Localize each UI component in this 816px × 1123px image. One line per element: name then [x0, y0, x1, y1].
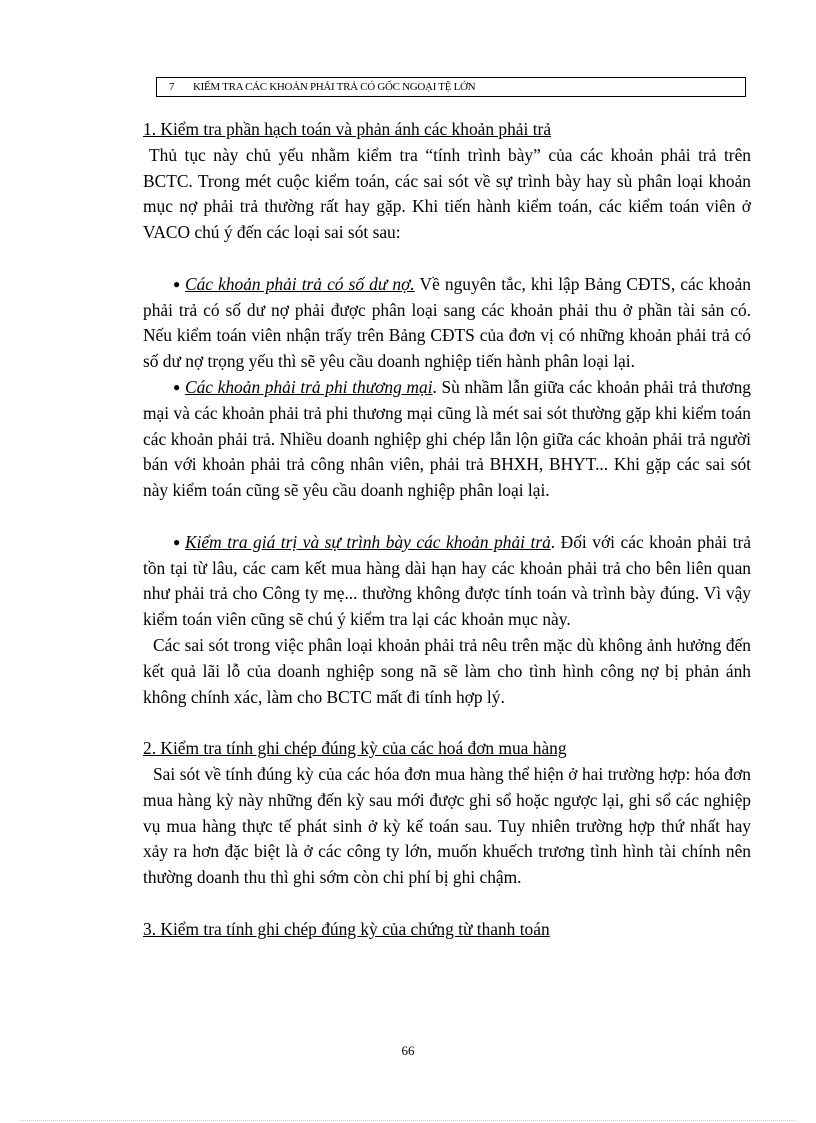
chapter-header-box — [156, 77, 746, 97]
bullet-text: Về nguyên tắc, khi lập Bảng CĐTS, các khoản phải trả có số dư nợ phải được phân loại sang các khoản phải thu ở phần tài sản có. Nếu kiểm toán viên nhận trấy trên Bảng CĐTS của đơn vị có những khoản phải trả có số dư nợ trọng yếu thì sẽ yêu cầu doanh nghiệp tiến hành phân loại lại. — [143, 273, 752, 372]
bullet-text: . Sù nhầm lẫn giữa các khoản phải trả thương mại và các khoản phải trả phi thương mại cũng là mét sai sót thường gặp khi kiểm toán các khoản phải trả. Nhiều doanh nghiệp ghi chép lẫn lộn giữa các khoản phải trả người bán với khoản phải trả công nhân viên, phải trả BHXH, BHYT... Khi gặp các sai sót này kiểm toán cũng sẽ yêu cầu doanh nghiệp phân loại lại. — [143, 376, 751, 501]
paragraph-gap — [143, 504, 751, 530]
page-number: 66 — [401, 1043, 415, 1058]
bullet-item — [143, 375, 751, 504]
bullet-text: . Đối với các khoản phải trả tồn tại từ lâu, các cam kết mua hàng dài hạn hay các khoản phải trả cho bên liên quan như phải trả cho Công ty mẹ... thường không được tính toán và trình bày đúng. Vì vậy kiểm toán viên cũng sẽ chú ý kiểm tra lại các khoản mục này. — [143, 531, 751, 630]
bullet-lead: Kiểm tra giá trị và sự trình bày các khoản phải trả — [185, 531, 551, 552]
section-1-heading: 1. Kiểm tra phần hạch toán và phản ánh các khoản phải trả — [143, 119, 552, 139]
chapter-number: 7 — [169, 81, 175, 93]
paragraph-gap — [143, 710, 751, 736]
bullet-item — [143, 272, 751, 375]
bullet-icon: ● — [173, 379, 181, 394]
paragraph-gap — [143, 246, 751, 272]
bullet-lead: Các khoản phải trả phi thương mại — [185, 376, 433, 397]
bullet-icon: ● — [173, 276, 181, 291]
bullet-lead: Các khoản phải trả có số dư nợ. — [185, 273, 415, 294]
section-3-heading: 3. Kiểm tra tính ghi chép đúng kỳ của chứng từ thanh toán — [143, 918, 550, 939]
bullet-icon: ● — [173, 534, 181, 549]
section-2-heading: 2. Kiểm tra tính ghi chép đúng kỳ của các hoá đơn mua hàng — [143, 738, 567, 759]
document-body — [143, 117, 751, 943]
section-1-intro: Thủ tục này chủ yếu nhằm kiểm tra “tính trình bày” của các khoản phải trả trên BCTC. Trong mét cuộc kiểm toán, các sai sót về sự trình bày hay sù phân loại khoản mục nợ phải trả thường rất hay gặp. Khi tiến hành kiểm toán, các kiểm toán viên ở VACO chú ý đến các loại sai sót sau: — [143, 144, 751, 243]
section-2-body: Sai sót về tính đúng kỳ của các hóa đơn mua hàng thể hiện ở hai trường hợp: hóa đơn mua hàng kỳ này những đến kỳ sau mới được ghi sổ hoặc ngược lại, ghi sổ các nghiệp vụ mua hàng thực tế phát sinh ở kỳ kế toán sau. Tuy nhiên trường hợp thứ nhất hay xảy ra hơn đặc biệt là ở các công ty lớn, muốn khuếch trương tình hình tài chính nên thường doanh thu thì ghi sớm còn chi phí bị ghi chậm. — [143, 763, 751, 888]
chapter-title: KIỂM TRA CÁC KHOẢN PHẢI TRẢ CÓ GỐC NGOẠI TỆ LỚN — [193, 81, 476, 93]
page-bottom-divider — [20, 1120, 796, 1121]
paragraph-gap — [143, 891, 751, 917]
section-1-closing: Các sai sót trong việc phân loại khoản phải trả nêu trên mặc dù không ảnh hưởng đến kết quả lãi lỗ của doanh nghiệp song nã sẽ làm cho tình hình công nợ bị phản ánh không chính xác, làm cho BCTC mất đi tính hợp lý. — [143, 634, 751, 707]
bullet-item — [143, 530, 751, 633]
